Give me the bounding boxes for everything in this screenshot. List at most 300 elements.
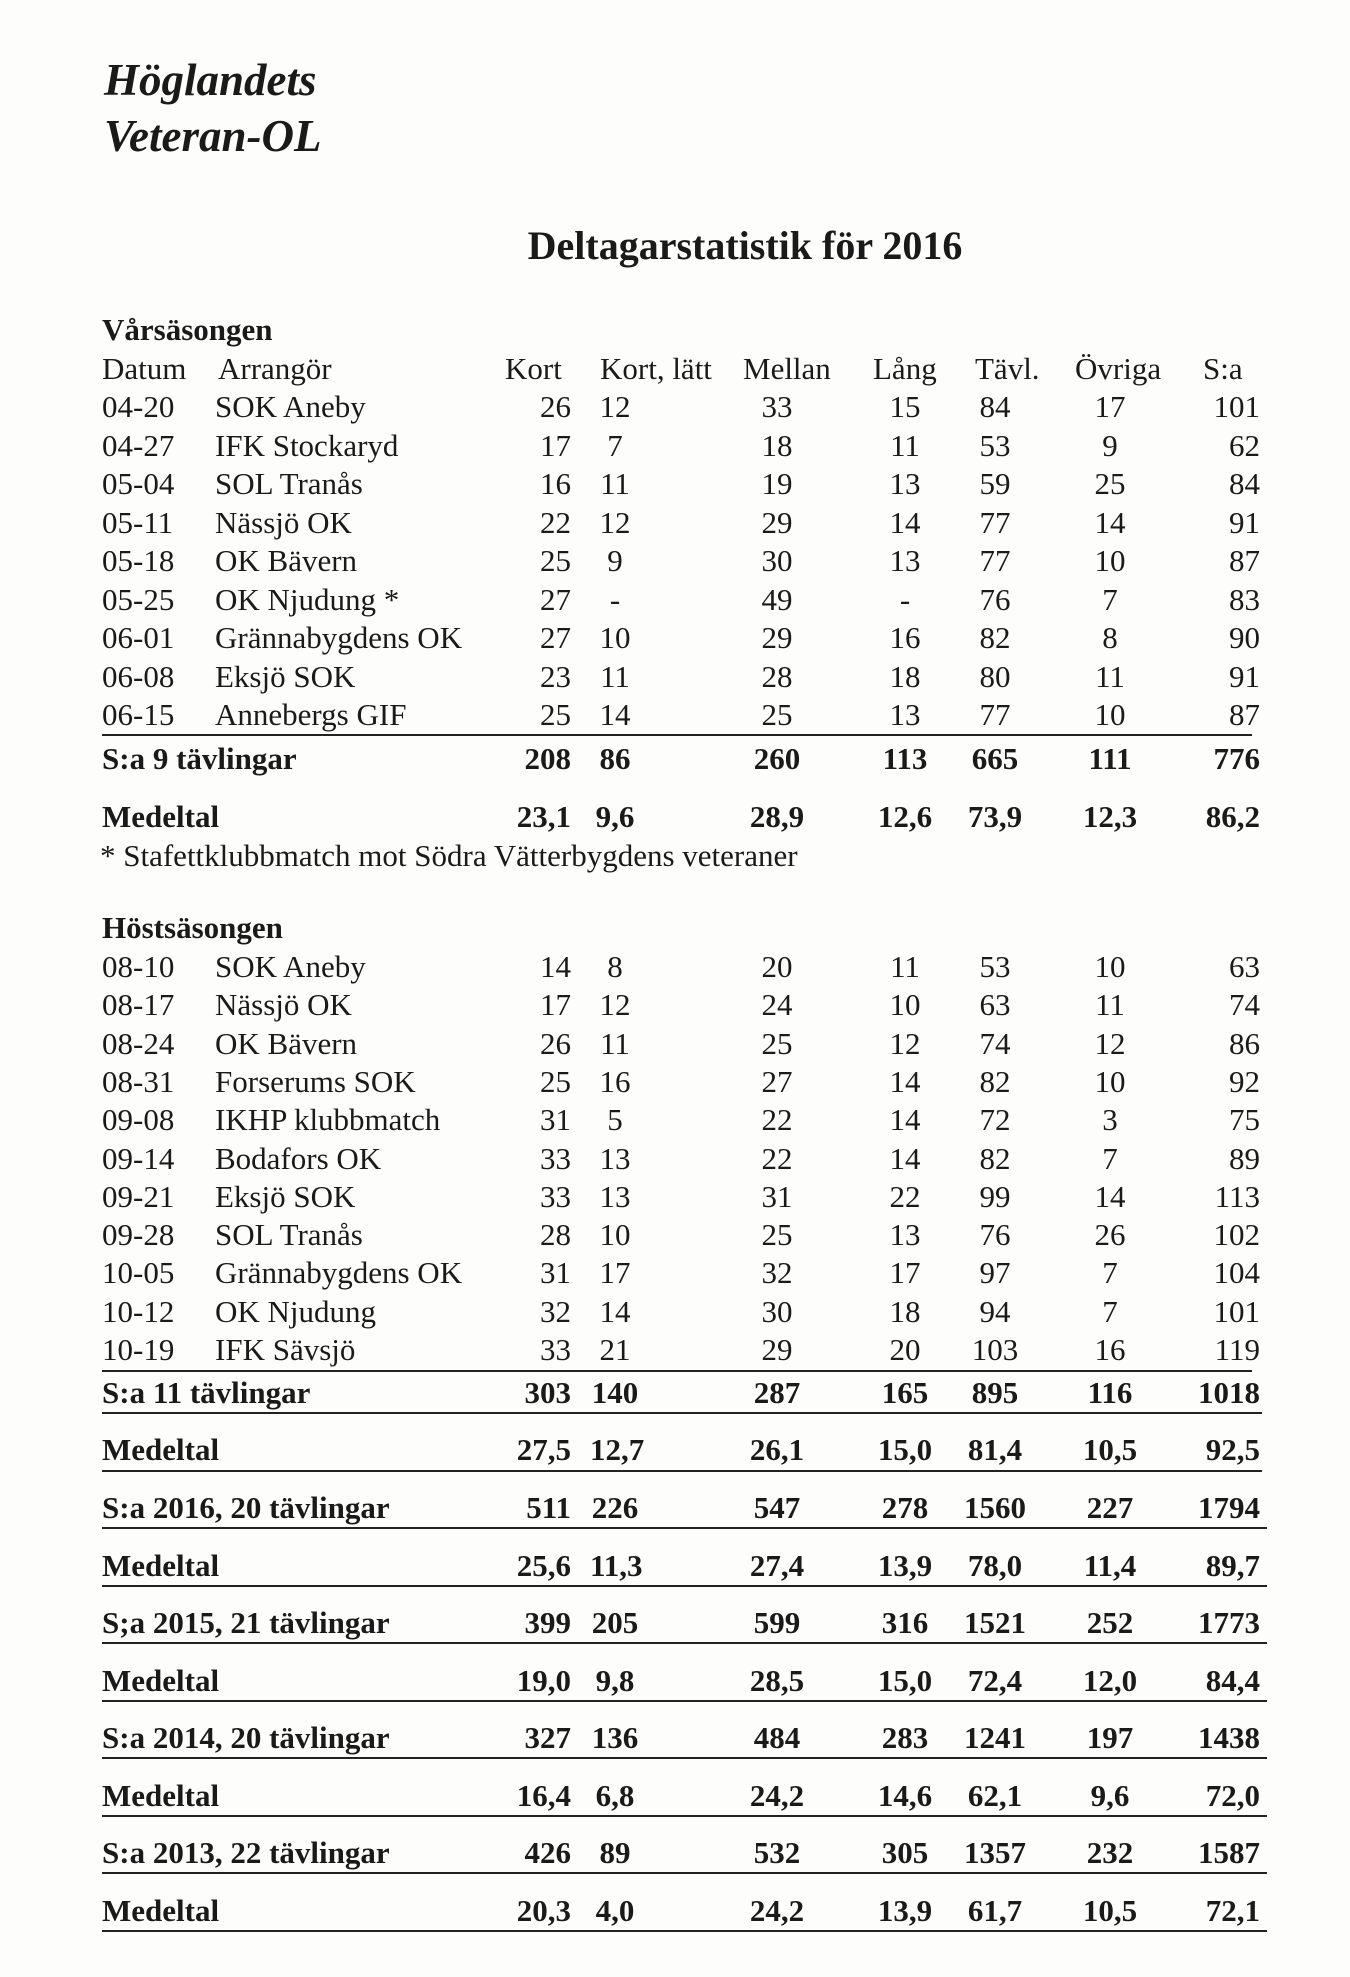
divider [102,734,1252,736]
table-row [0,948,1350,986]
table-cell: 29 [761,1332,793,1367]
title-line-1: Höglandets [104,55,317,105]
table-cell: 62,1 [967,1777,1023,1813]
table-cell: 27,5 [516,1432,571,1467]
table-cell: 84,4 [1205,1662,1260,1698]
table-cell: 26 [540,1025,571,1061]
table-cell: 102 [1213,1217,1260,1253]
table-cell: 20 [761,949,793,984]
table-row [0,1063,1350,1101]
table-cell: 7 [1102,1140,1118,1176]
table-cell: 484 [753,1720,801,1755]
table-cell: 1018 [1198,1375,1260,1410]
table-cell: 16 [1094,1332,1126,1367]
table-cell: 12,0 [1082,1662,1138,1698]
table-cell: 28,9 [749,799,805,834]
table-cell: 80 [979,658,1011,694]
table-cell: 12,3 [1082,799,1138,834]
table-cell: 84 [979,389,1011,424]
table-cell: 103 [971,1332,1019,1367]
table-cell: 13 [889,697,921,732]
table-cell: 92,5 [1205,1432,1260,1467]
table-cell: 18 [761,427,793,463]
table-cell: 89 [599,1835,631,1870]
table-cell: 09-21 [102,1178,175,1214]
table-cell: 532 [753,1835,801,1870]
table-cell: S:a 9 tävlingar [102,741,297,776]
table-cell: 27 [540,581,571,617]
table-cell: 14 [599,1293,631,1329]
table-row [0,388,1350,426]
divider [102,1930,1267,1932]
table-row [0,542,1350,580]
average-row [0,1547,1350,1585]
column-header-row [0,350,1350,388]
average-row [0,1431,1350,1469]
year-sum-row [0,1489,1350,1527]
table-cell: 89 [1229,1140,1260,1176]
table-cell: 10 [599,620,631,655]
divider [102,1700,1267,1702]
table-cell: 232 [1086,1835,1134,1870]
table-cell: OK Njudung * [215,581,400,617]
table-cell: 140 [591,1375,639,1410]
table-cell: 208 [524,741,571,776]
table-cell: 82 [979,1063,1011,1099]
table-cell: 81,4 [967,1432,1023,1467]
table-cell: 32 [540,1293,571,1329]
table-cell: 12,6 [877,799,933,834]
table-row [0,1101,1350,1139]
table-cell: 13 [599,1140,631,1176]
table-cell: 28,5 [749,1662,805,1698]
table-cell: 1438 [1198,1720,1260,1755]
divider [102,1642,1267,1644]
table-cell: 19,0 [516,1662,571,1698]
table-cell: 87 [1229,697,1260,732]
table-cell: 20 [889,1332,921,1367]
table-cell: 22 [540,504,571,540]
table-cell: 14 [540,949,571,984]
table-cell: 06-15 [102,697,175,732]
table-cell: 08-10 [102,949,175,984]
col-header: Mellan [743,351,831,386]
col-header: Kort, lätt [600,351,712,386]
table-row [0,581,1350,619]
table-cell: 25 [761,1025,793,1061]
table-cell: 05-11 [102,504,174,540]
year-sum-row [0,1604,1350,1642]
sum-row [0,740,1350,778]
table-cell: 29 [761,620,793,655]
table-cell: 09-14 [102,1140,175,1176]
col-header: Datum [102,351,187,386]
table-cell: 113 [882,741,928,776]
table-cell: 4,0 [595,1892,635,1928]
table-row [0,1254,1350,1292]
table-cell: 33 [540,1178,571,1214]
table-cell: 11 [600,658,630,694]
table-cell: IKHP klubbmatch [215,1102,441,1138]
col-header: Övriga [1075,351,1162,386]
table-cell: Bodafors OK [215,1140,382,1176]
table-cell: 11,3 [590,1547,643,1583]
table-cell: 72,1 [1205,1892,1260,1928]
table-cell: 30 [761,1293,793,1329]
table-cell: 77 [979,697,1011,732]
table-cell: 31 [540,1255,571,1291]
table-cell: 104 [1213,1255,1260,1291]
divider [102,1815,1267,1817]
table-cell: 30 [761,543,793,578]
table-cell: 305 [881,1835,929,1870]
table-cell: 91 [1229,504,1260,540]
table-cell: 12 [599,504,631,540]
table-cell: S:a 2014, 20 tävlingar [102,1720,390,1755]
table-cell: 101 [1213,1293,1260,1329]
divider [102,1470,1262,1472]
table-cell: 17 [540,427,571,463]
table-cell: 599 [753,1605,801,1640]
table-cell: 83 [1229,581,1260,617]
table-cell: 17 [889,1255,921,1291]
table-cell: 6,8 [595,1777,635,1813]
table-cell: 63 [1229,949,1260,984]
table-cell: 399 [524,1605,571,1640]
table-cell: Forserums SOK [215,1063,416,1099]
table-cell: 61,7 [967,1892,1023,1928]
table-cell: 72 [979,1102,1011,1138]
table-cell: 3 [1102,1102,1118,1138]
table-cell: 9,6 [595,799,635,834]
table-cell: OK Njudung [215,1293,377,1329]
table-cell: 11 [1095,658,1125,694]
table-cell: S:a 2013, 22 tävlingar [102,1835,390,1870]
table-cell: IFK Stockaryd [215,427,399,463]
table-cell: 5 [607,1102,623,1138]
table-row [0,619,1350,657]
spring-season-label: Vårsäsongen [102,312,273,347]
table-cell: 74 [1229,987,1260,1023]
year-sum-row [0,1719,1350,1757]
table-cell: 12 [599,389,631,424]
table-cell: 278 [881,1490,929,1525]
table-cell: 86 [1229,1025,1260,1061]
table-row [0,465,1350,503]
table-cell: 14 [889,504,921,540]
table-cell: 18 [889,1293,921,1329]
table-cell: 11 [890,427,920,463]
table-cell: 75 [1229,1102,1260,1138]
table-cell: 62 [1229,427,1260,463]
table-cell: 16 [889,620,921,655]
table-cell: 14 [889,1140,921,1176]
table-cell: 14 [889,1063,921,1099]
table-cell: 77 [979,504,1011,540]
table-cell: 205 [591,1605,639,1640]
table-cell: 287 [753,1375,801,1410]
table-cell: 8 [607,949,623,984]
table-cell: 12 [599,987,631,1023]
table-cell: Medeltal [102,799,220,834]
table-cell: 74 [979,1025,1011,1061]
table-row [0,986,1350,1024]
table-cell: 72,0 [1205,1777,1260,1813]
statistics-heading: Deltagarstatistik för 2016 [527,223,963,268]
table-cell: 116 [1087,1375,1133,1410]
table-cell: 10-19 [102,1332,175,1367]
col-header: Tävl. [975,351,1040,386]
table-cell: 94 [979,1293,1011,1329]
table-cell: 10 [1094,1063,1126,1099]
table-cell: 895 [971,1375,1019,1410]
table-cell: 316 [881,1605,929,1640]
table-cell: 101 [1213,389,1260,424]
table-cell: 7 [1102,581,1118,617]
table-cell: 1357 [964,1835,1026,1870]
table-cell: 25,6 [516,1547,571,1583]
table-cell: 136 [591,1720,639,1755]
table-cell: Grännabygdens OK [215,1255,463,1291]
table-cell: 9,8 [595,1662,635,1698]
table-cell: 1587 [1198,1835,1260,1870]
divider [102,1412,1262,1414]
table-cell: 25 [540,1063,571,1099]
table-row [0,427,1350,465]
table-cell: 76 [979,581,1011,617]
table-cell: 05-25 [102,581,175,617]
table-cell: 1773 [1198,1605,1260,1640]
table-row [0,1025,1350,1063]
table-cell: 1560 [964,1490,1026,1525]
table-cell: 252 [1086,1605,1134,1640]
table-cell: 7 [607,427,623,463]
table-cell: 49 [761,581,793,617]
table-cell: 22 [889,1178,921,1214]
table-cell: 14 [599,697,631,732]
table-cell: 327 [524,1720,571,1755]
table-cell: SOL Tranås [215,1217,363,1253]
table-cell: 24,2 [749,1777,805,1813]
table-cell: 33 [761,389,793,424]
table-cell: IFK Sävsjö [215,1332,356,1367]
table-cell: S:a 11 tävlingar [102,1375,311,1410]
table-cell: 8 [1102,620,1118,655]
table-cell: 84 [1229,466,1260,501]
table-cell: 25 [540,543,571,578]
table-row [0,1178,1350,1216]
table-cell: Eksjö SOK [215,1178,356,1214]
table-cell: 10 [1094,949,1126,984]
table-row [0,1216,1350,1254]
table-cell: 87 [1229,543,1260,578]
table-row [0,1140,1350,1178]
divider [102,1370,1252,1372]
table-cell: 72,4 [967,1662,1023,1698]
table-cell: OK Bävern [215,543,358,578]
table-cell: 73,9 [967,799,1023,834]
table-cell: 11 [600,466,630,501]
table-cell: 12,7 [590,1432,645,1467]
table-row [0,504,1350,542]
table-cell: 10,5 [1082,1432,1138,1467]
table-cell: 82 [979,620,1011,655]
table-cell: 04-20 [102,389,175,424]
table-cell: 11 [600,1025,630,1061]
table-cell: 15,0 [877,1662,933,1698]
table-cell: 14 [1094,1178,1126,1214]
table-cell: 24 [761,987,793,1023]
table-cell: 113 [1214,1178,1260,1214]
table-cell: 86 [599,741,631,776]
table-cell: 227 [1086,1490,1134,1525]
table-cell: 13,9 [877,1892,933,1928]
table-cell: 32 [761,1255,793,1291]
table-cell: 53 [979,949,1011,984]
table-cell: 08-24 [102,1025,175,1061]
table-cell: 303 [524,1375,571,1410]
table-cell: 10 [599,1217,631,1253]
table-cell: S;a 2015, 21 tävlingar [102,1605,390,1640]
table-cell: 59 [979,466,1011,501]
table-cell: 7 [1102,1255,1118,1291]
table-cell: 77 [979,543,1011,578]
table-cell: 27,4 [749,1547,805,1583]
table-cell: 9 [1102,427,1118,463]
table-cell: 1241 [964,1720,1026,1755]
table-cell: 12 [1094,1025,1126,1061]
year-sum-row [0,1834,1350,1872]
table-cell: 1521 [964,1605,1026,1640]
divider [102,1585,1267,1587]
table-cell: 19 [761,466,793,501]
average-row [0,1777,1350,1815]
table-cell: 33 [540,1332,571,1367]
table-cell: 15 [889,389,921,424]
table-cell: 97 [979,1255,1011,1291]
table-cell: 06-01 [102,620,175,655]
table-cell: 23 [540,658,571,694]
table-cell: 53 [979,427,1011,463]
table-cell: 547 [753,1490,801,1525]
table-cell: 20,3 [516,1892,571,1928]
table-cell: 226 [591,1490,639,1525]
table-cell: 12 [889,1025,921,1061]
table-cell: Medeltal [102,1662,220,1698]
table-cell: 9 [607,543,623,578]
table-cell: 05-18 [102,543,175,578]
table-cell: 13 [889,1217,921,1253]
table-cell: 23,1 [516,799,571,834]
average-row [0,1662,1350,1700]
table-cell: - [899,581,911,617]
table-cell: 15,0 [877,1432,933,1467]
table-cell: 7 [1102,1293,1118,1329]
table-cell: 28 [761,658,793,694]
footnote: * Stafettklubbmatch mot Södra Vätterbygdens veteraner [100,838,798,873]
table-cell: Medeltal [102,1432,220,1467]
table-cell: 09-28 [102,1217,175,1253]
table-cell: 665 [971,741,1019,776]
table-cell: 25 [761,697,793,732]
table-cell: 09-08 [102,1102,175,1138]
table-row [0,696,1350,734]
table-cell: Medeltal [102,1892,220,1928]
table-row [0,1293,1350,1331]
table-cell: 22 [761,1102,793,1138]
table-row [0,658,1350,696]
table-cell: 18 [889,658,921,694]
table-cell: 10 [1094,697,1126,732]
table-cell: 99 [979,1178,1011,1214]
sum-row [0,1374,1350,1412]
table-cell: 14 [889,1102,921,1138]
table-cell: 04-27 [102,427,175,463]
title-line-2: Veteran-OL [104,111,322,161]
table-cell: 16,4 [516,1777,571,1813]
table-cell: Nässjö OK [215,987,352,1023]
table-cell: 78,0 [967,1547,1023,1583]
table-cell: 13 [599,1178,631,1214]
table-cell: 165 [881,1375,929,1410]
table-cell: Annebergs GIF [215,697,407,732]
table-cell: Medeltal [102,1777,220,1813]
table-cell: 511 [526,1490,571,1525]
table-cell: 33 [540,1140,571,1176]
table-cell: 11 [1095,987,1125,1023]
table-cell: 776 [1213,741,1260,776]
table-cell: 111 [1088,741,1132,776]
table-cell: 283 [881,1720,929,1755]
table-cell: 16 [540,466,571,501]
table-cell: 31 [540,1102,571,1138]
table-cell: SOL Tranås [215,466,363,501]
divider [102,1757,1267,1759]
table-cell: 9,6 [1090,1777,1130,1813]
table-cell: 11 [890,949,920,984]
table-cell: 1794 [1198,1490,1260,1525]
table-cell: 25 [1094,466,1126,501]
table-cell: 16 [599,1063,631,1099]
table-cell: SOK Aneby [215,949,366,984]
table-cell: 26 [540,389,571,424]
table-cell: 10-05 [102,1255,175,1291]
table-cell: 13 [889,466,921,501]
table-cell: 17 [540,987,571,1023]
table-cell: 27 [540,620,571,655]
table-cell: 31 [761,1178,793,1214]
average-row [0,798,1350,836]
table-cell: 82 [979,1140,1011,1176]
table-cell: 10-12 [102,1293,175,1329]
table-cell: SOK Aneby [215,389,366,424]
table-cell: 63 [979,987,1011,1023]
table-cell: 26 [1094,1217,1126,1253]
table-row [0,1331,1350,1369]
table-cell: 26,1 [749,1432,805,1467]
table-cell: 260 [753,741,801,776]
table-cell: 11,4 [1083,1547,1137,1583]
table-cell: S:a 2016, 20 tävlingar [102,1490,390,1525]
average-row [0,1892,1350,1930]
col-header: Kort [505,351,562,386]
table-cell: 119 [1214,1332,1260,1367]
table-cell: 92 [1229,1063,1260,1099]
table-cell: 426 [524,1835,571,1870]
table-cell: 17 [1094,389,1126,424]
table-cell: 10 [1094,543,1126,578]
table-cell: 13,9 [877,1547,933,1583]
